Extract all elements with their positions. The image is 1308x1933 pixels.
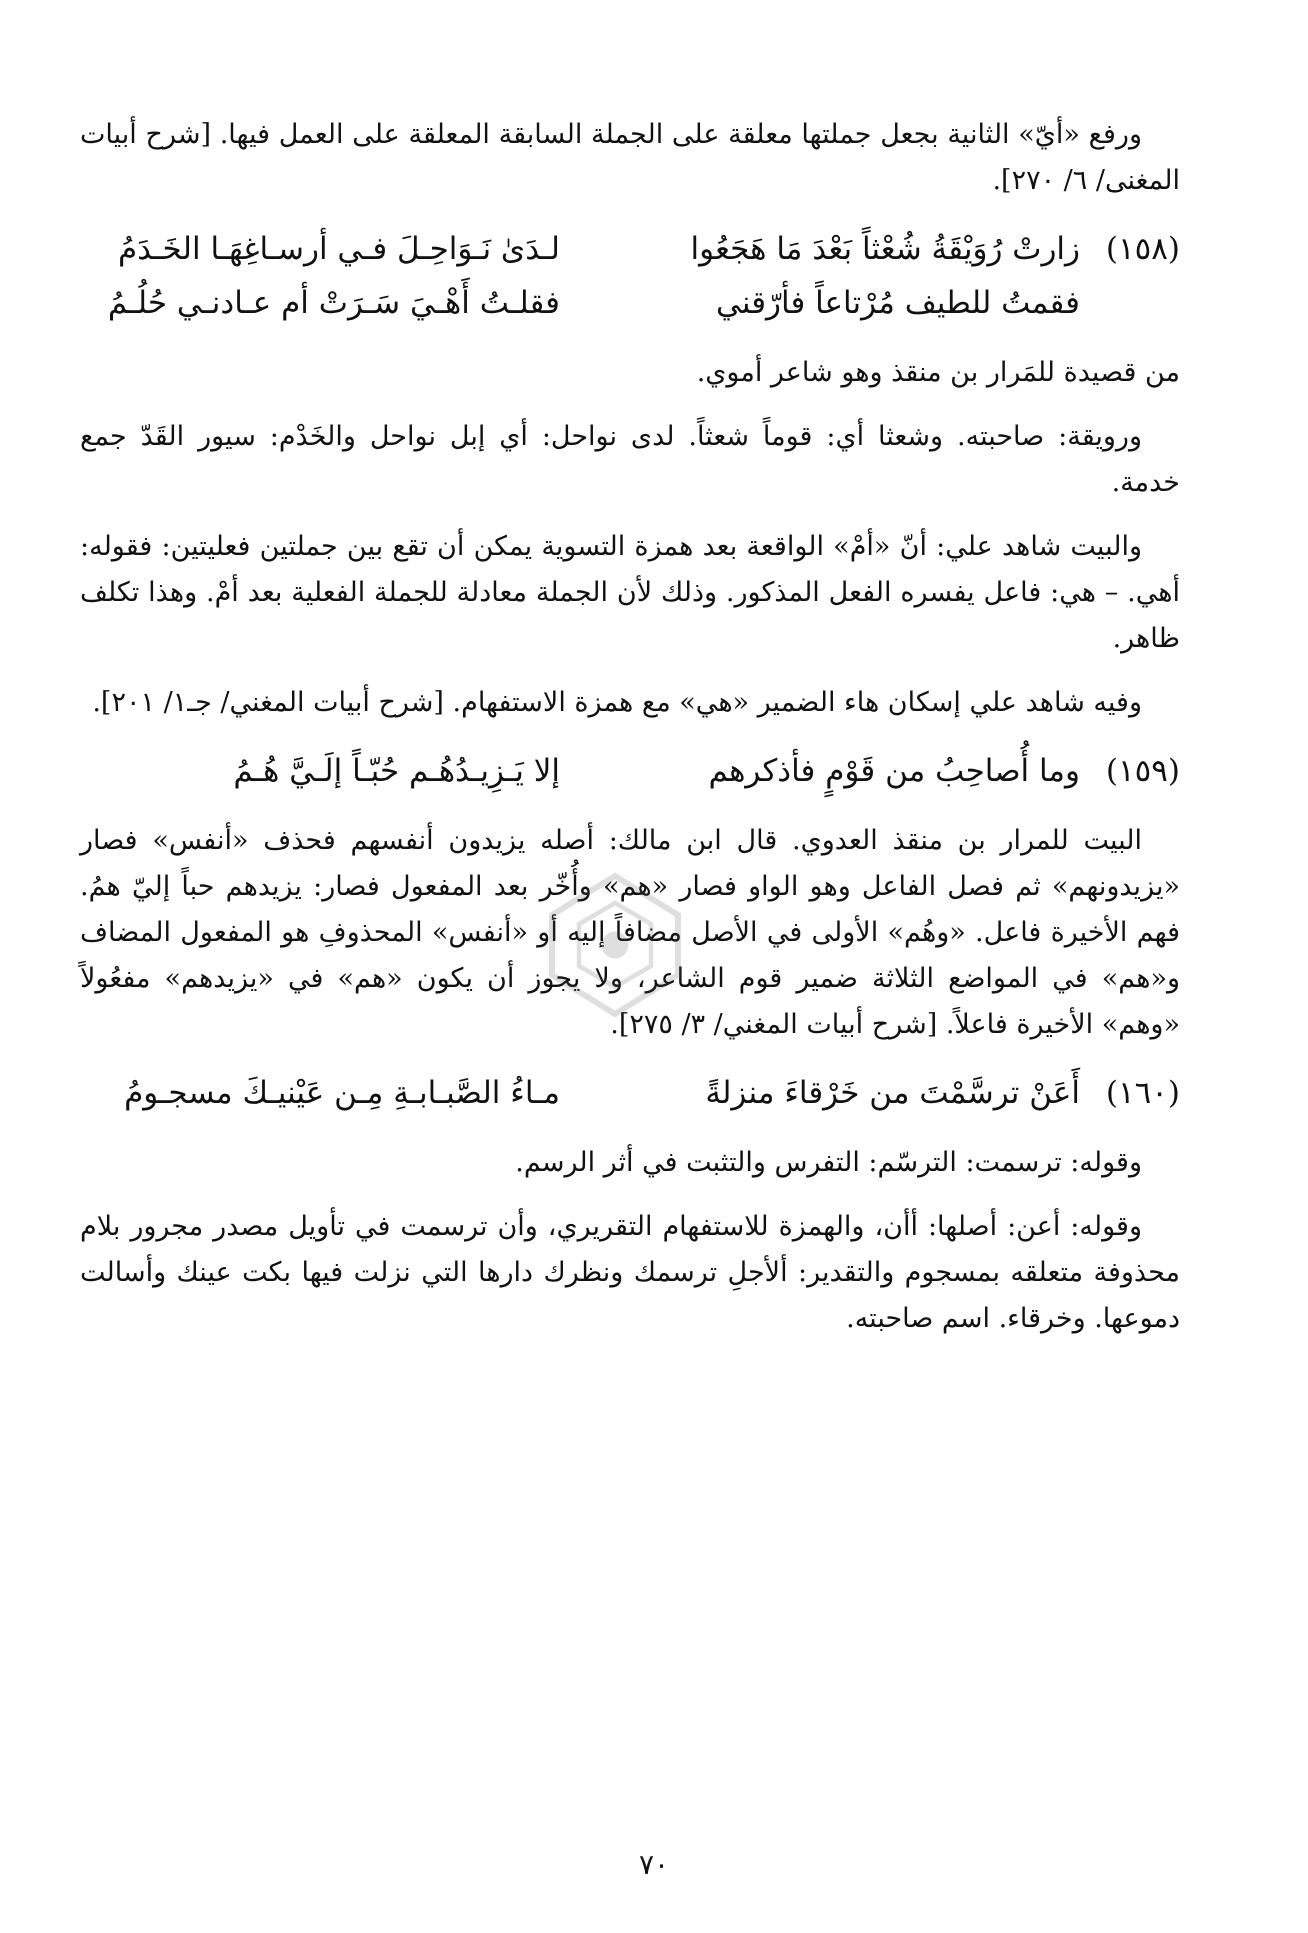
paragraph-evidence-2 — [80, 680, 1180, 726]
paragraph-definition-text: وقوله: ترسمت: الترسّم: التفرس والتثبت في أثر الرسم. — [515, 1147, 1142, 1178]
verse-158-line-1 — [80, 222, 1180, 276]
verse-160-line-1 — [80, 1066, 1180, 1120]
watermark-emblem-icon — [540, 870, 690, 1020]
verse-hemistich-first: أَعَنْ ترسَّمْتَ من خَرْقاءَ منزلةً — [705, 1075, 1080, 1111]
paragraph-attribution-text: من قصيدة للمَرار بن منقذ وهو شاعر أموي. — [696, 357, 1180, 388]
paragraph-grammar — [80, 1204, 1180, 1342]
paragraph-attribution — [80, 350, 1180, 396]
verse-hemistich-first: زارتْ رُوَيْقَةُ شُعْثاً بَعْدَ مَا هَجَعُوا — [690, 231, 1080, 267]
paragraph-evidence — [80, 524, 1180, 662]
paragraph-glossary — [80, 414, 1180, 506]
page-number: ٧٠ — [638, 1848, 670, 1881]
verse-hemistich-first: فقمتُ للطيف مُرْتاعاً فأرّقني — [716, 285, 1080, 321]
paragraph-commentary-text: البيت للمرار بن منقذ العدوي. قال ابن مالك: أصله يزيدون أنفسهم فحذف «أنفس» فصار «يزيدونهم» ثم فصل الفاعل وهو الواو فصار «هم» وأُخّر بعد المفعول فصار: يزيدهم حباً إليّ همُ. فهم الأخيرة فاعل. «وهُم» الأولى في الأصل مضافاً إليه أو «أنفس» المحذوفِ هو المفعول المضاف و«هم» في المواضع الثلاثة ضمير قوم الشاعر، ولا يجوز أن يكون «هم» في «يزيدهم» مفعُولاً «وهم» الأخيرة فاعلاً. [شرح أبيات المغني/ ٣/ ٢٧٥]. — [80, 825, 1180, 1040]
verse-160 — [80, 1066, 1180, 1120]
paragraph-evidence-text: والبيت شاهد علي: أنّ «أمْ» الواقعة بعد همزة التسوية يمكن أن تقع بين جملتين فعليتين: فقوله: أهي. – هي: فاعل يفسره الفعل المذكور. وذلك لأن الجملة معادلة للجملة الفعلية بعد أمْ. وهذا تكلف ظاهر. — [80, 531, 1180, 654]
verse-159-line-1 — [80, 744, 1180, 798]
verse-hemistich-second: لـدَىٰ نَـوَاحِـلَ فـي أرسـاغِهَـا الخَـدَمُ — [117, 231, 560, 267]
verse-hemistich-second: فقلـتُ أَهْـيَ سَـرَتْ أم عـادنـي حُلُـمُ — [107, 285, 560, 321]
verse-hemistich-second: مـاءُ الصَّبـابـةِ مِـن عَيْنيـكَ مسجـومُ — [124, 1075, 560, 1111]
paragraph-intro-text: ورفع «أيّ» الثانية بجعل جملتها معلقة على الجملة السابقة المعلقة على العمل فيها. [شرح أبيات المغنى/ ٦/ ٢٧٠]. — [80, 119, 1180, 196]
verse-hemistich-first: وما أُصاحِبُ من قَوْمٍ فأذكرهم — [708, 753, 1080, 789]
paragraph-intro — [80, 112, 1180, 204]
verse-159 — [80, 744, 1180, 798]
verse-number: (١٥٩) — [1105, 753, 1180, 789]
paragraph-evidence-2-text: وفيه شاهد علي إسكان هاء الضمير «هي» مع همزة الاستفهام. [شرح أبيات المغني/ جـ١/ ٢٠١]. — [92, 687, 1142, 718]
verse-number: (١٥٨) — [1105, 231, 1180, 267]
paragraph-grammar-text: وقوله: أعن: أصلها: أأن، والهمزة للاستفهام التقريري، وأن ترسمت في تأويل مصدر مجرور بلام محذوفة متعلقه بمسجوم والتقدير: ألأجلِ ترسمك ونظرك دارها التي نزلت فيها بكت عينك وأسالت دموعها. وخرقاء. اسم صاحبته. — [80, 1211, 1180, 1334]
paragraph-definition — [80, 1140, 1180, 1186]
paragraph-glossary-text: ورويقة: صاحبته. وشعثا أي: قوماً شعثاً. لدى نواحل: أي إبل نواحل والخَدْم: سيور القَدّ جمع خدمة. — [80, 421, 1180, 498]
verse-158-line-2 — [80, 276, 1180, 330]
verse-158 — [80, 222, 1180, 330]
verse-number: (١٦٠) — [1105, 1075, 1180, 1111]
verse-hemistich-second: إلا يَـزِيـدُهُـم حُبّـاً إلَـيَّ هُـمُ — [233, 753, 560, 789]
document-page — [80, 112, 1180, 1360]
